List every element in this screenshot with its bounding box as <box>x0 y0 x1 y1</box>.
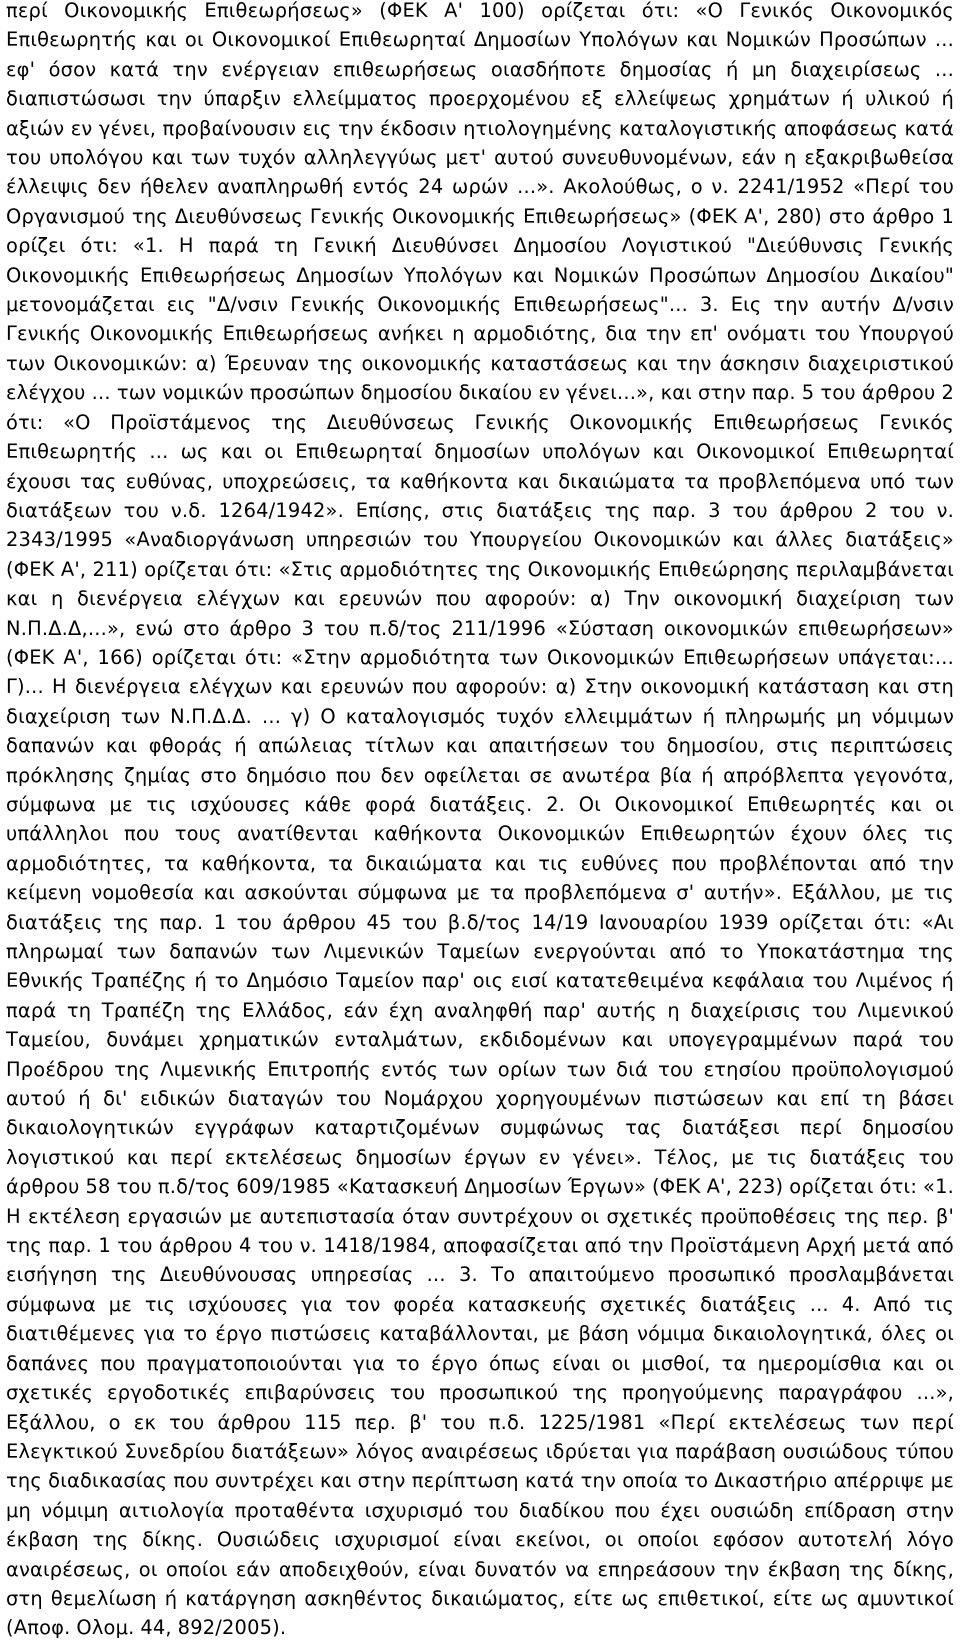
body-paragraph: περί Οικονομικής Επιθεωρήσεως» (ΦΕΚ Α' 100) ορίζεται ότι: «Ο Γενικός Οικονομικός Επιθεωρητής και οι Οικονομικοί Επιθεωρηταί Δημοσίων Υπολόγων και Νομικών Προσώπων ... εφ' όσον κατά την ενέργειαν επιθεωρήσεως οιασδήποτε δημοσίας ή μη διαχειρίσεως ... διαπιστώσωσι την ύπαρξιν ελλείμματος προερχομένου εξ ελλείψεως χρημάτων ή υλικού ή αξιών εν γένει, προβαίνουσιν εις την έκδοσιν ητιολογημένης καταλογιστικής αποφάσεως κατά του υπολόγου και των τυχόν αλληλεγγύως μετ' αυτού συνευθυνομένων, εάν η εξακριβωθείσα έλλειψις δεν ήθελεν αναπληρωθή εντός 24 ωρών ...». Ακολούθως, ο ν. 2241/1952 «Περί του Οργανισμού της Διευθύνσεως Γενικής Οικονομικής Επιθεωρήσεως» (ΦΕΚ Α', 280) στο άρθρο 1 ορίζει ότι: «1. Η παρά τη Γενική Διευθύνσει Δημοσίου Λογιστικού "Διεύθυνσις Γενικής Οικονομικής Επιθεωρήσεως Δημοσίων Υπολόγων και Νομικών Προσώπων Δημοσίου Δικαίου" μετονομάζεται εις "Δ/νσιν Γενικής Οικονομικής Επιθεωρήσεως"... 3. Εις την αυτήν Δ/νσιν Γενικής Οικονομικής Επιθεωρήσεως ανήκει η αρμοδιότης, δια την επ' ονόματι του Υπουργού των Οικονομικών: α) Έρευναν της οικονομικής καταστάσεως και την άσκησιν διαχειριστικού ελέγχου ... των νομικών προσώπων δημοσίου δικαίου εν γένει...», και στην παρ. 5 του άρθρου 2 ότι: «Ο Προϊστάμενος της Διευθύνσεως Γενικής Οικονομικής Επιθεωρήσεως Γενικός Επιθεωρητής ... ως και οι Επιθεωρηταί δημοσίων υπολόγων και Οικονομικοί Επιθεωρηταί έχουσι τας ευθύνας, υποχρεώσεις, τα καθήκοντα και δικαιώματα τα προβλεπόμενα υπό των διατάξεων του ν.δ. 1264/1942». Επίσης, στις διατάξεις της παρ. 3 του άρθρου 2 του ν. 2343/1995 «Αναδιοργάνωση υπηρεσιών του Υπουργείου Οικονομικών και άλλες διατάξεις» (ΦΕΚ Α', 211) ορίζεται ότι: «Στις αρμοδιότητες της Οικονομικής Επιθεώρησης περιλαμβάνεται και η διενέργεια ελέγχων και ερευνών που αφορούν: α) Την οικονομική διαχείριση των Ν.Π.Δ.Δ,...», ενώ στο άρθρο 3 του π.δ/τος 211/1996 «Σύσταση οικονομικών επιθεωρήσεων» (ΦΕΚ Α', 166) ορίζεται ότι: «Στην αρμοδιότητα των Οικονομικών Επιθεωρήσεων υπάγεται:... Γ)... Η διενέργεια ελέγχων και ερευνών που αφορούν: α) Στην οικονομική κατάσταση και στη διαχείριση των Ν.Π.Δ.Δ. ... γ) Ο καταλογισμός τυχόν ελλειμμάτων ή πληρωμής μη νόμιμων δαπανών και φθοράς ή απώλειας τίτλων και απαιτήσεων του δημοσίου, στις περιπτώσεις πρόκλησης ζημίας στο δημόσιο που δεν οφείλεται σε ανωτέρα βία ή απρόβλεπτα γεγονότα, σύμφωνα με τις ισχύουσες κάθε φορά διατάξεις. 2. Οι Οικονομικοί Επιθεωρητές και οι υπάλληλοι που τους ανατίθενται καθήκοντα Οικονομικών Επιθεωρητών έχουν όλες τις αρμοδιότητες, τα καθήκοντα, τα δικαιώματα και τις ευθύνες που προβλέπονται από την κείμενη νομοθεσία και ασκούνται σύμφωνα με τα προβλεπόμενα σ' αυτήν». Εξάλλου, με τις διατάξεις της παρ. 1 του άρθρου 45 του β.δ/τος 14/19 Ιανουαρίου 1939 ορίζεται ότι: «Αι πληρωμαί των δαπανών των Λιμενικών Ταμείων ενεργούνται από το Υποκατάστημα της Εθνικής Τραπέζης ή το Δημόσιο Ταμείον παρ' οις εισί κατατεθειμένα κεφάλαια του Λιμένος ή παρά τη Τραπέζη της Ελλάδος, εάν έχη αναληφθή παρ' αυτής η διαχείρισις του Λιμενικού Ταμείου, δυνάμει χρηματικών ενταλμάτων, εκδιδομένων και υπογεγραμμένων παρά του Προέδρου της Λιμενικής Επιτροπής εντός των ορίων των διά του ετησίου προϋπολογισμού αυτού ή δι' ειδικών διαταγών του Νομάρχου χορηγουμένων πιστώσεων και επί τη βάσει δικαιολογητικών εγγράφων καταρτιζομένων συμφώνως τας διατάξεσι περί δημοσίου λογιστικού και περί εκτελέσεως δημοσίων έργων εν γένει». Τέλος, με τις διατάξεις του άρθρου 58 του π.δ/τος 609/1985 «Κατασκευή Δημοσίων Έργων» (ΦΕΚ Α', 223) ορίζεται ότι: «1. Η εκτέλεση εργασιών με αυτεπιστασία όταν συντρέχουν οι σχετικές προϋποθέσεις της περ. β' της παρ. 1 του άρθρου 4 του ν. 1418/1984, αποφασίζεται από την Προϊστάμενη Αρχή μετά από εισήγηση της Διευθύνουσας υπηρεσίας ... 3. Το απαιτούμενο προσωπικό προσλαμβάνεται σύμφωνα με τις ισχύουσες για τον φορέα κατασκευής σχετικές διατάξεις ... 4. Από τις διατιθέμενες για το έργο πιστώσεις καταβάλλονται, με βάση νόμιμα δικαιολογητικά, όλες οι δαπάνες που πραγματοποιούνται για το έργο όπως είναι οι μισθοί, τα ημερομίσθια και οι σχετικές εργοδοτικές επιβαρύνσεις του προσωπικού της προηγούμενης παραγράφου ...», Εξάλλου, ο εκ του άρθρου 115 περ. β' του π.δ. 1225/1981 «Περί εκτελέσεως των περί Ελεγκτικού Συνεδρίου διατάξεων» λόγος αναιρέσεως ιδρύεται για παράβαση ουσιώδους τύπου της διαδικασίας που συντρέχει και στην περίπτωση κατά την οποία το Δικαστήριο απέρριψε με μη νόμιμη αιτιολογία προταθέντα ισχυρισμό του διαδίκου που έχει ουσιώδη επίδραση στην έκβαση της δίκης. Ουσιώδεις ισχυρισμοί είναι εκείνοι, οι οποίοι εφόσον αυτοτελή λόγο αναιρέσεως, οι οποίοι εάν αποδειχθούν, είναι δυνατόν να επηρεάσουν την έκβαση της δίκης, στη θεμελίωση ή κατάργηση ασκηθέντος δικαιώματος, είτε ως επιθετικοί, είτε ως αμυντικοί (Αποφ. Ολομ. 44, 892/2005). <box>6 0 954 1640</box>
